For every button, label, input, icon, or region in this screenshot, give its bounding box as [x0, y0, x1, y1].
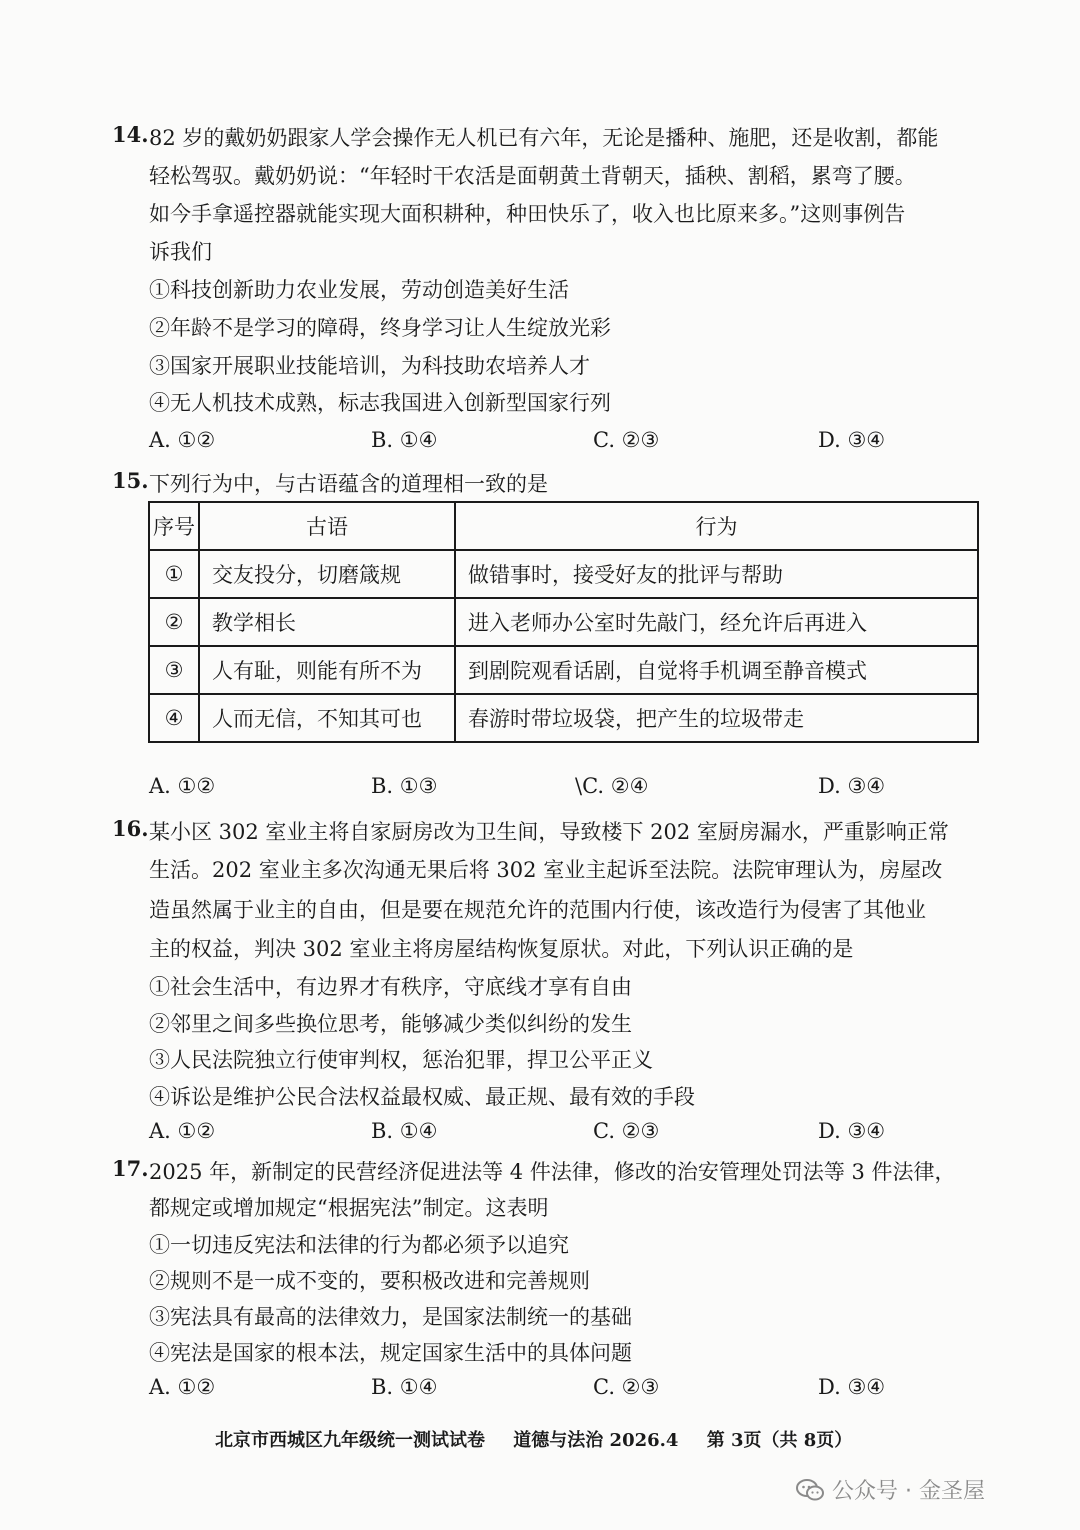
- option-item: ③国家开展职业技能培训，为科技助农培养人才: [149, 354, 590, 378]
- option-item: ①科技创新助力农业发展，劳动创造美好生活: [149, 278, 569, 302]
- choice-d: D. ③④: [818, 774, 886, 798]
- wechat-icon: [796, 1479, 824, 1501]
- table-cell: 进入老师办公室时先敲门，经允许后再进入: [455, 598, 978, 646]
- choice-b: B. ①④: [371, 1375, 438, 1399]
- table-cell: 人有耻，则能有所不为: [199, 646, 455, 694]
- option-item: ④无人机技术成熟，标志我国进入创新型国家行列: [149, 391, 611, 415]
- choice-d: D. ③④: [818, 1119, 886, 1143]
- option-item: ④宪法是国家的根本法，规定国家生活中的具体问题: [149, 1341, 632, 1365]
- footer-exam-title: 北京市西城区九年级统一测试试卷: [215, 1430, 485, 1451]
- question-stem-line: 某小区 302 室业主将自家厨房改为卫生间，导致楼下 202 室厨房漏水，严重影响正常: [149, 820, 949, 844]
- question-stem-line: 主的权益，判决 302 室业主将房屋结构恢复原状。对此，下列认识正确的是: [149, 937, 854, 961]
- question-stem-line: 2025 年，新制定的民营经济促进法等 4 件法律，修改的治安管理处罚法等 3 件法律，: [149, 1160, 956, 1184]
- question-stem-line: 如今手拿遥控器就能实现大面积耕种，种田快乐了，收入也比原来多。”这则事例告: [149, 202, 906, 226]
- question-stem-line: 都规定或增加规定“根据宪法”制定。这表明: [149, 1196, 549, 1220]
- choice-d: D. ③④: [818, 1375, 886, 1399]
- question-stem-line: 诉我们: [149, 240, 212, 264]
- choice-b: B. ①③: [371, 774, 438, 798]
- question-stem-line: 生活。202 室业主多次沟通无果后将 302 室业主起诉至法院。法院审理认为，房屋改: [149, 858, 943, 882]
- choice-a: A. ①②: [149, 428, 216, 452]
- choice-a: A. ①②: [149, 1375, 216, 1399]
- table-row: [149, 646, 978, 694]
- option-item: ①一切违反宪法和法律的行为都必须予以追究: [149, 1233, 569, 1257]
- choice-b: B. ①④: [371, 428, 438, 452]
- option-item: ①社会生活中，有边界才有秩序，守底线才享有自由: [149, 975, 632, 999]
- option-item: ④诉讼是维护公民合法权益最权威、最正规、最有效的手段: [149, 1085, 695, 1109]
- table-row: [149, 598, 978, 646]
- choice-c: C. ②③: [593, 428, 660, 452]
- footer-subject: 道德与法治 2026.4: [513, 1430, 679, 1451]
- question-stem-line: 轻松驾驭。戴奶奶说：“年轻时干农活是面朝黄土背朝天，插秧、割稻，累弯了腰。: [149, 164, 916, 188]
- question-stem-line: 造虽然属于业主的自由，但是要在规范允许的范围内行使，该改造行为侵害了其他业: [149, 898, 926, 922]
- choice-a: A. ①②: [149, 774, 216, 798]
- choice-c: C. ②③: [593, 1375, 660, 1399]
- choice-c: \C. ②④: [575, 774, 649, 798]
- watermark: [796, 1474, 985, 1505]
- option-item: ②年龄不是学习的障碍，终身学习让人生绽放光彩: [149, 316, 611, 340]
- table-cell: 交友投分，切磨箴规: [199, 550, 455, 598]
- table-cell: ③: [149, 646, 199, 694]
- ancient-sayings-table: [148, 501, 979, 743]
- choice-d: D. ③④: [818, 428, 886, 452]
- watermark-text: 公众号 · 金圣屋: [832, 1479, 985, 1504]
- choice-b: B. ①④: [371, 1119, 438, 1143]
- question-number: 15.: [112, 468, 149, 493]
- table-header-cell: 序号: [149, 502, 199, 550]
- table-header-cell: 古语: [199, 502, 455, 550]
- table-row: [149, 550, 978, 598]
- table-header-cell: 行为: [455, 502, 978, 550]
- question-stem-line: 82 岁的戴奶奶跟家人学会操作无人机已有六年，无论是播种、施肥，还是收割，都能: [149, 126, 939, 150]
- question-stem-line: 下列行为中，与古语蕴含的道理相一致的是: [149, 472, 548, 496]
- table-cell: 春游时带垃圾袋，把产生的垃圾带走: [455, 694, 978, 742]
- option-item: ③人民法院独立行使审判权，惩治犯罪，捍卫公平正义: [149, 1048, 653, 1072]
- question-number: 16.: [112, 816, 149, 841]
- option-item: ②邻里之间多些换位思考，能够减少类似纠纷的发生: [149, 1012, 632, 1036]
- option-item: ③宪法具有最高的法律效力，是国家法制统一的基础: [149, 1305, 632, 1329]
- choice-c: C. ②③: [593, 1119, 660, 1143]
- table-cell: 教学相长: [199, 598, 455, 646]
- table-cell: ④: [149, 694, 199, 742]
- question-number: 17.: [112, 1156, 149, 1181]
- footer-page-number: 第 3页（共 8页）: [706, 1430, 853, 1451]
- page-footer: [215, 1426, 874, 1452]
- option-item: ②规则不是一成不变的，要积极改进和完善规则: [149, 1269, 590, 1293]
- choice-a: A. ①②: [149, 1119, 216, 1143]
- table-cell: ②: [149, 598, 199, 646]
- table-cell: 到剧院观看话剧，自觉将手机调至静音模式: [455, 646, 978, 694]
- table-header-row: [149, 502, 978, 550]
- table-cell: ①: [149, 550, 199, 598]
- table-cell: 做错事时，接受好友的批评与帮助: [455, 550, 978, 598]
- table-row: [149, 694, 978, 742]
- question-number: 14.: [112, 122, 149, 147]
- table-cell: 人而无信，不知其可也: [199, 694, 455, 742]
